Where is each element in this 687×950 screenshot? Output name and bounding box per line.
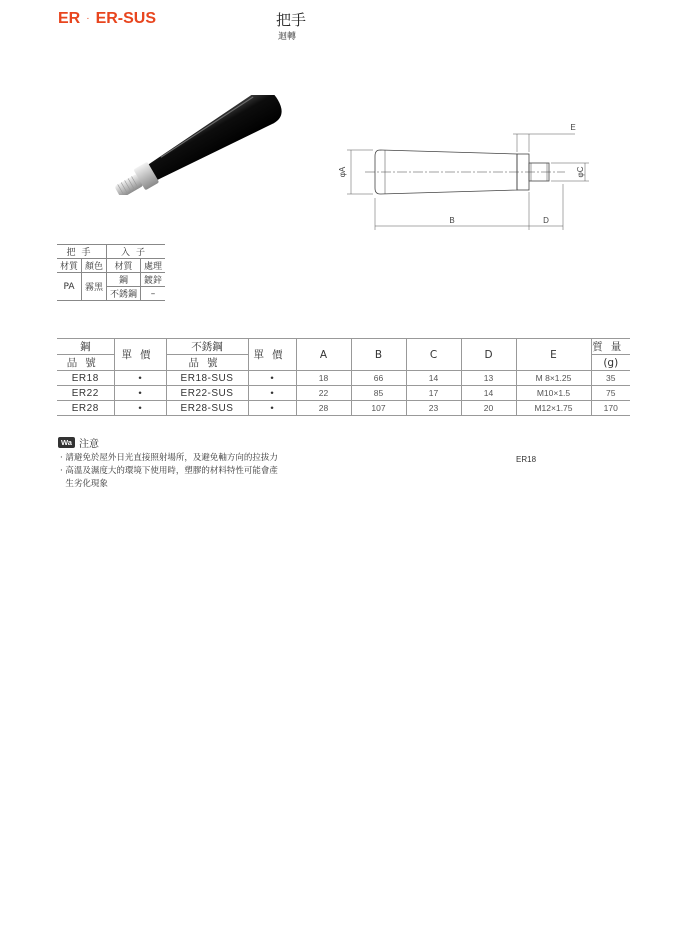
cell-price: •	[248, 371, 296, 386]
cell-mass: 35	[591, 371, 630, 386]
cell-e: M 8×1.25	[516, 371, 591, 386]
header-c: C	[406, 339, 461, 371]
note-line-2: · 高溫及濕度大的環境下使用時，塑膠的材料特性可能會產	[60, 466, 278, 476]
spec-insert-sus-treatment: –	[141, 287, 166, 301]
cell-c: 14	[406, 371, 461, 386]
dim-label-b: B	[449, 216, 455, 225]
dim-label-d: D	[543, 216, 549, 225]
cell-a: 18	[296, 371, 351, 386]
product-photo	[100, 95, 300, 195]
spec-insert-sus: 不銹鋼	[107, 287, 141, 301]
spec-header-insert: 入子	[107, 245, 166, 259]
spec-handle-material: PA	[57, 273, 82, 301]
cell-d: 14	[461, 386, 516, 401]
technical-drawing	[335, 118, 595, 233]
spec-handle-color: 霧黑	[82, 273, 107, 301]
cell-b: 107	[351, 401, 406, 416]
cell-sus-code: ER18-SUS	[166, 371, 248, 386]
header-sus: 不銹鋼	[166, 339, 248, 355]
spec-col-treatment: 處理	[141, 259, 166, 273]
cell-e: M12×1.75	[516, 401, 591, 416]
header-mass-unit: (g)	[591, 355, 630, 371]
cell-d: 13	[461, 371, 516, 386]
dim-label-c: φC	[576, 166, 585, 178]
model-label: ER18	[516, 455, 537, 464]
header-sus-code: 品號	[166, 355, 248, 371]
spec-insert-steel: 鋼	[107, 273, 141, 287]
spec-header-handle: 把手	[57, 245, 107, 259]
page-subtitle: 迴轉	[278, 32, 297, 42]
cell-price: •	[114, 401, 166, 416]
black-grip	[144, 95, 287, 188]
note-line-3: 生劣化現象	[60, 479, 108, 489]
dim-label-a: φA	[338, 166, 347, 178]
table-row	[57, 371, 630, 386]
table-row	[57, 401, 630, 416]
cell-steel-code: ER18	[57, 371, 114, 386]
notes-title: 注意	[78, 439, 99, 450]
cell-sus-code: ER28-SUS	[166, 401, 248, 416]
cell-e: M10×1.5	[516, 386, 591, 401]
cell-mass: 75	[591, 386, 630, 401]
header-price-steel: 單價	[114, 339, 166, 371]
spec-col-material: 材質	[57, 259, 82, 273]
material-spec-table	[57, 244, 165, 301]
cell-sus-code: ER22-SUS	[166, 386, 248, 401]
cell-a: 28	[296, 401, 351, 416]
table-row	[57, 386, 630, 401]
cell-price: •	[248, 401, 296, 416]
product-table	[57, 338, 630, 416]
header-a: A	[296, 339, 351, 371]
warning-icon: Wa	[58, 437, 75, 448]
header-e: E	[516, 339, 591, 371]
cell-a: 22	[296, 386, 351, 401]
cell-d: 20	[461, 401, 516, 416]
page-title: 把手	[276, 11, 307, 29]
dim-label-e: E	[570, 123, 576, 132]
header-mass: 質量	[591, 339, 630, 355]
cell-mass: 170	[591, 401, 630, 416]
spec-insert-steel-treatment: 鍍鋅	[141, 273, 166, 287]
header-b: B	[351, 339, 406, 371]
header-steel-code: 品號	[57, 355, 114, 371]
cell-b: 66	[351, 371, 406, 386]
brand-title	[58, 10, 156, 28]
cell-price: •	[114, 386, 166, 401]
brand-er: ER	[58, 10, 81, 27]
notes-heading	[58, 435, 99, 450]
header-steel: 鋼	[57, 339, 114, 355]
cell-b: 85	[351, 386, 406, 401]
cell-price: •	[248, 386, 296, 401]
cell-price: •	[114, 371, 166, 386]
brand-separator: ·	[86, 13, 90, 25]
header-d: D	[461, 339, 516, 371]
cell-steel-code: ER28	[57, 401, 114, 416]
spec-col-color: 顏色	[82, 259, 107, 273]
brand-er-sus: ER-SUS	[95, 10, 157, 27]
cell-c: 17	[406, 386, 461, 401]
cell-steel-code: ER22	[57, 386, 114, 401]
cell-c: 23	[406, 401, 461, 416]
header-price-sus: 單價	[248, 339, 296, 371]
note-line-1: · 請避免於屋外日光直接照射場所，及避免軸方向的拉拔力	[60, 453, 278, 463]
spec-col-insert-material: 材質	[107, 259, 141, 273]
